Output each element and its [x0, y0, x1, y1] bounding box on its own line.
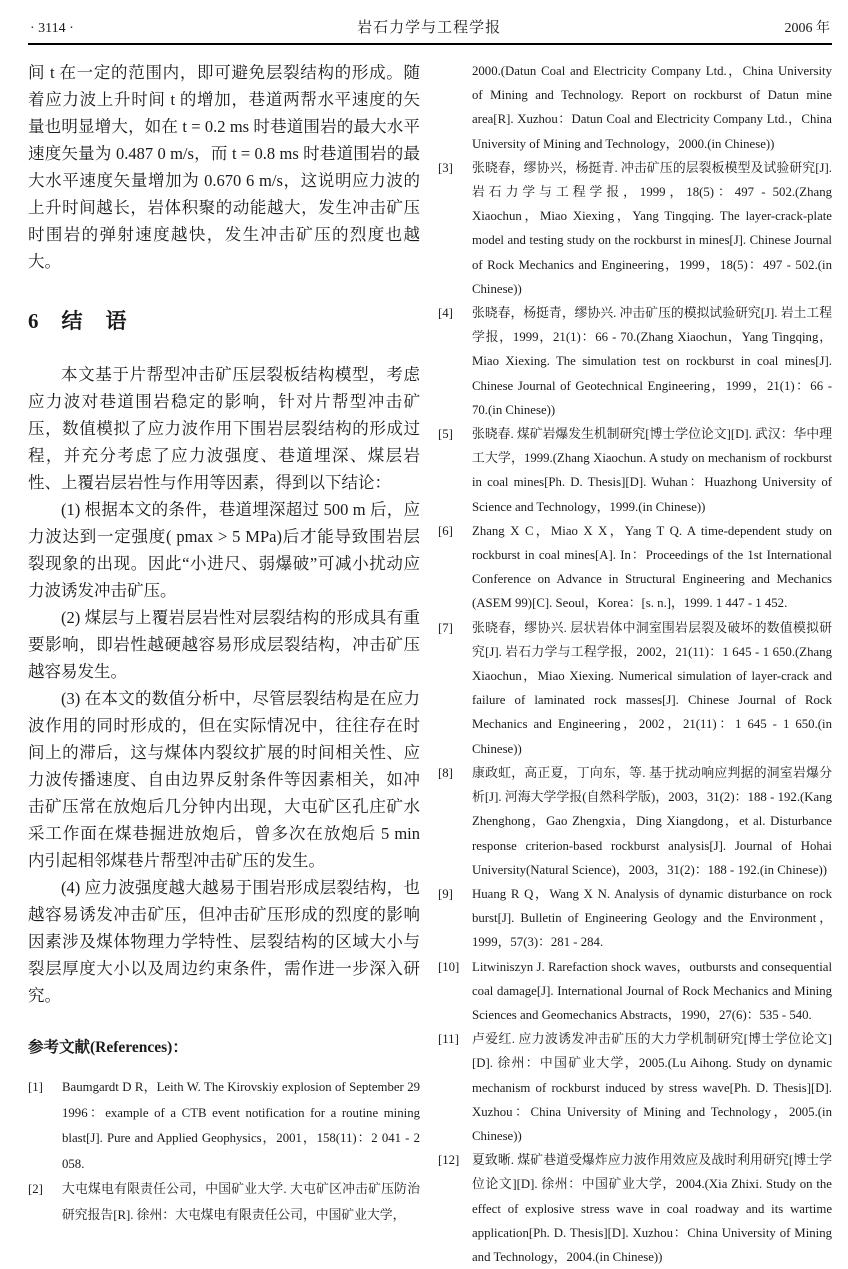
column-gutter [420, 59, 438, 1269]
reference-text: 夏致晰. 煤矿巷道受爆炸应力波作用效应及战时利用研究[博士学位论文][D]. 徐州：中国矿业大学，2004.(Xia Zhixi. Study on the effect of explosive stress wave in coal roadway and its wartime application[Ph. D. Thesis][D]. Xuzhou：China University of Mining and Technology，2004.(in Chinese)) [472, 1153, 832, 1264]
reference-entry [438, 301, 832, 422]
references-heading: 参考文献(References)： [28, 1039, 188, 1056]
two-column-content [28, 59, 832, 1269]
conclusion-item-1: (1) 根据本文的条件，巷道埋深超过 500 m 后，应力波达到一定强度( pmax > 5 MPa)后才能导致围岩层裂现象的出现。因此“小进尺、弱爆破”可减小扰动应力波诱发冲击矿压。 [28, 500, 420, 600]
reference-text: 张晓春. 煤矿岩爆发生机制研究[博士学位论文][D]. 武汉：华中理工大学，1999.(Zhang Xiaochun. A study on mechanism of rockburst in coal mines[Ph. D. Thesis][D]. Wuhan：Huazhong University of Science and Technology，1999.(in Chinese)) [472, 427, 832, 514]
reference-text: Litwiniszyn J. Rarefaction shock waves，outbursts and consequential coal damage[J]. International Journal of Rock Mechanics and Mining Sciences and Geomechanics Abstracts，1990，27(6)：535 - 540. [472, 959, 832, 1022]
reference-text: 康政虹，高正夏，丁向东，等. 基于扰动响应判据的洞室岩爆分析[J]. 河海大学学报(自然科学版)，2003，31(2)：188 - 192.(Kang Zhenghong，Gao Zhengxia，Ding Xiangdong，et al. Disturbance response criterion-based rockburst analysis[J]. Journal of Hohai University(Natural Science)，2003，31(2)：188 - 192.(in Chinese)) [472, 765, 832, 877]
conclusion-item-2: (2) 煤层与上覆岩层岩性对层裂结构的形成具有重要影响，即岩性越硬越容易形成层裂结构，冲击矿压越容易发生。 [28, 608, 420, 681]
reference-number: [4] [438, 306, 453, 321]
publication-year: 2006 年 [784, 21, 830, 36]
reference-number: [7] [438, 620, 453, 635]
right-column [438, 59, 832, 1269]
reference-number: [9] [438, 886, 453, 901]
reference-text: 张晓春，缪协兴. 层状岩体中洞室围岩层裂及破坏的数值模拟研究[J]. 岩石力学与工程学报，2002，21(11)：1 645 - 1 650.(Zhang Xiaochun，Miao Xiexing. Numerical simulation of layer-crack and failure of laminated rock masses[J]. Chinese Journal of Rock Mechanics and Engineering，2002，21(11)：1 645 - 1 650.(in Chinese)) [472, 620, 832, 756]
reference-text: 张晓春，缪协兴，杨挺青. 冲击矿压的层裂板模型及试验研究[J]. 岩石力学与工程学报，1999，18(5)：497 - 502.(Zhang Xiaochun，Miao Xiexing，Yang Tingqing. The layer-crack-plate model and testing study on the rockburst in mines[J]. Chinese Journal of Rock Mechanics and Engineering，1999，18(5)：497 - 502.(in Chinese)) [472, 160, 832, 296]
reference-entry [28, 1177, 420, 1228]
reference-entry [438, 882, 832, 955]
reference-text: Huang R Q，Wang X N. Analysis of dynamic disturbance on rock burst[J]. Bulletin of Engineering Geology and the Environment，1999，57(3)：281 - 284. [472, 886, 832, 950]
reference-continuation: 2000.(Datun Coal and Electricity Company Ltd.，China University of Mining and Technology. Report on rockburst of Datun mine area[R]. Xuzhou：Datun Coal and Electricity Company Ltd.，China University of Mining and Technology，2000.(in Chinese)) [472, 64, 832, 151]
reference-entry [438, 616, 832, 761]
reference-number: [12] [438, 1153, 460, 1168]
reference-text: Baumgardt D R，Leith W. The Kirovskiy explosion of September 29 1996：example of a CTB event notification for a routine mining blast[J]. Pure and Applied Geophysics，2001，158(11)：2 041 - 2 058. [62, 1080, 420, 1171]
reference-entry [438, 1027, 832, 1148]
reference-number: [2] [28, 1182, 43, 1196]
conclusion-item-3: (3) 在本文的数值分析中，尽管层裂结构是在应力波作用的同时形成的，但在实际情况中，往往存在时间上的滞后，这与煤体内裂纹扩展的时间相关性、应力波传播速度、自由边界反射条件等因素相关，如冲击矿压常在放炮后几分钟内出现，大屯矿区孔庄矿水采工作面在煤巷掘进放炮后，曾多次在放炮后 5 min 内引起相邻煤巷片帮型冲击矿压的发生。 [28, 689, 420, 870]
reference-entry [438, 955, 832, 1028]
section-heading [28, 305, 420, 335]
reference-number: [11] [438, 1032, 459, 1047]
page-number: · 3114 · [30, 21, 74, 36]
reference-number: [1] [28, 1080, 43, 1094]
reference-text: 张晓春，杨挺青，缪协兴. 冲击矿压的模拟试验研究[J]. 岩土工程学报，1999，21(1)：66 - 70.(Zhang Xiaochun，Yang Tingqing，Miao Xiexing. The simulation test on rockburst in coal mines[J]. Chinese Journal of Geotechnical Engineering，1999，21(1)：66 - 70.(in Chinese)) [472, 306, 832, 417]
conclusion-item-4: (4) 应力波强度越大越易于围岩形成层裂结构，也越容易诱发冲击矿压，但冲击矿压形成的烈度的影响因素涉及煤体物理力学特性、层裂结构的区域大小与裂层厚度大小以及周边约束条件，需作进一步深入研究。 [28, 878, 420, 1005]
reference-entry [28, 1075, 420, 1177]
reference-text: 大屯煤电有限责任公司，中国矿业大学. 大屯矿区冲击矿压防治研究报告[R]. 徐州：大屯煤电有限责任公司，中国矿业大学， [62, 1182, 420, 1222]
section-number: 6 [28, 309, 40, 333]
reference-text: 卢爱红. 应力波诱发冲击矿压的大力学机制研究[博士学位论文][D]. 徐州：中国矿业大学，2005.(Lu Aihong. Study on dynamic mechanism of rockburst induced by stress wave[Ph. D. Thesis][D]. Xuzhou：China University of Mining and Technology，2005.(in Chinese)) [472, 1032, 832, 1143]
reference-number: [6] [438, 523, 453, 538]
reference-entry [438, 519, 832, 616]
conclusion-intro-paragraph: 本文基于片帮型冲击矿压层裂板结构模型，考虑应力波对巷道围岩稳定的影响，针对片帮型冲击矿压，数值模拟了应力波作用下围岩层裂结构的形成过程，并充分考虑了应力波强度、巷道埋深、煤层岩性、上覆岩层岩性与作用等因素，得到以下结论： [28, 365, 420, 492]
section-title: 结 语 [61, 309, 128, 333]
reference-number: [3] [438, 160, 453, 175]
running-header [28, 14, 832, 45]
reference-number: [8] [438, 765, 453, 780]
reference-entry [438, 422, 832, 519]
journal-title: 岩石力学与工程学报 [357, 20, 502, 36]
reference-entry [438, 761, 832, 882]
reference-text: Zhang X C，Miao X X，Yang T Q. A time-dependent study on rockburst in coal mines[A]. In：Proceedings of the 1st International Conference on Advance in Structural Engineering and Mechanics (ASEM 99)[C]. Seoul，Korea：[s. n.]，1999. 1 447 - 1 452. [472, 523, 832, 611]
paragraph-continued: 间 t 在一定的范围内，即可避免层裂结构的形成。随着应力波上升时间 t 的增加，巷道两帮水平速度的矢量也明显增大，如在 t = 0.2 ms 时巷道围岩的最大水平速度矢量为 0.487 0 m/s，而 t = 0.8 ms 时巷道围岩的最大水平速度矢量增加为 0.670 6 m/s，这说明应力波的上升时间越长，岩体积聚的动能越大，发生冲击矿压时围岩的弹射速度越快，发生冲击矿压的烈度也越大。 [28, 63, 420, 271]
reference-entry [438, 156, 832, 301]
reference-number: [10] [438, 959, 460, 974]
left-column [28, 59, 420, 1269]
reference-number: [5] [438, 427, 453, 442]
reference-entry [438, 1148, 832, 1269]
